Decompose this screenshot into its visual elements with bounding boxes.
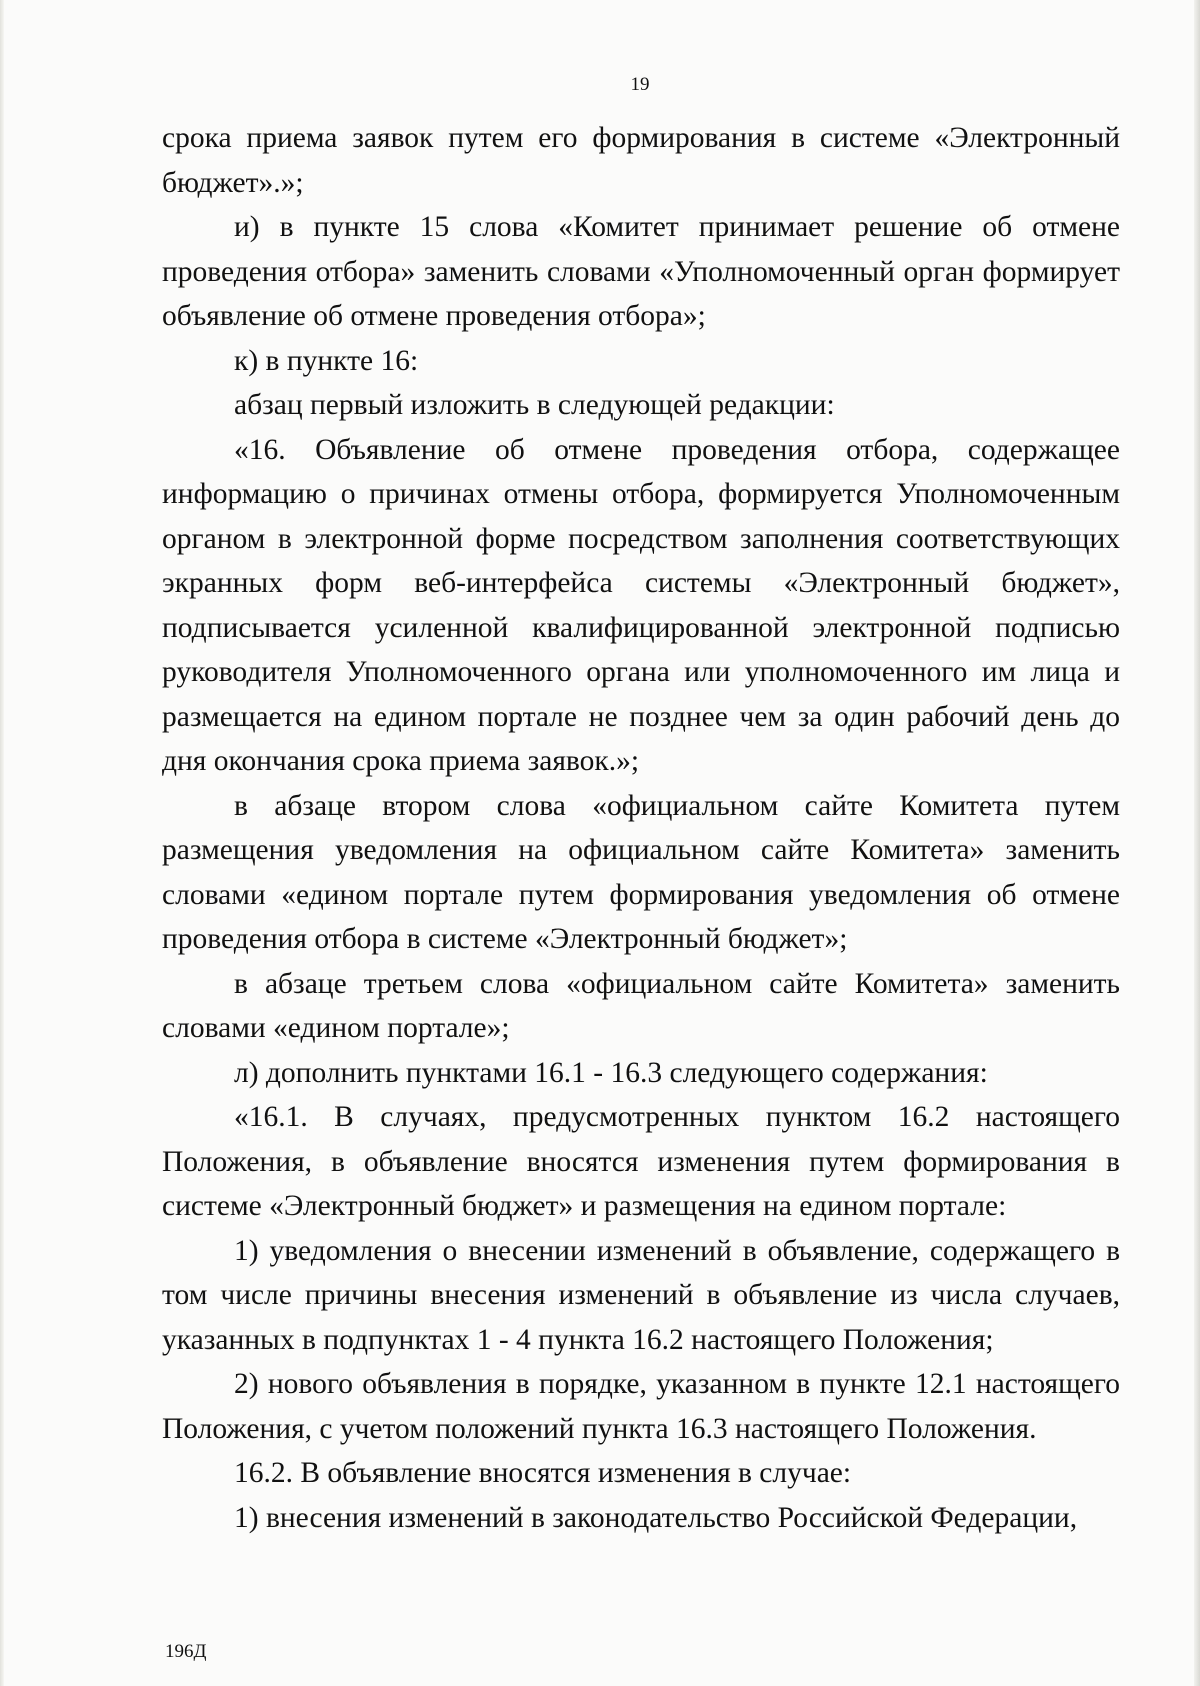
paragraph-clause-16-2: 16.2. В объявление вносятся изменения в случае:	[234, 1457, 852, 1489]
document-code: 196Д	[165, 1641, 207, 1662]
paragraph-clause-16-1: «16.1. В случаях, предусмотренных пунктом 16.2 настоящего Положения, в объявление вносятся изменения путем формирования в системе «Электронный бюджет» и размещения на едином портале:	[162, 1101, 1120, 1222]
page-number: 19	[630, 74, 650, 95]
paragraph-subitem-1: 1) уведомления о внесении изменений в объявление, содержащего в том числе причины внесения изменений в объявление из числа случаев, указанных в подпунктах 1 - 4 пункта 16.2 настоящего Положения;	[162, 1234, 1120, 1356]
paragraph-clause-16-2-item-1: 1) внесения изменений в законодательство Российской Федерации,	[234, 1501, 1078, 1534]
paragraph-item-l: л) дополнить пунктами 16.1 - 16.3 следующего содержания:	[234, 1056, 988, 1089]
scan-edge-right	[1194, 0, 1200, 1686]
document-body	[162, 116, 1120, 1540]
paragraph-third-abzac: в абзаце третьем слова «официальном сайте Комитета» заменить словами «едином портале»;	[162, 967, 1120, 1044]
paragraph-subitem-2: 2) нового объявления в порядке, указанном в пункте 12.1 настоящего Положения, с учетом положений пункта 16.3 настоящего Положения.	[162, 1368, 1120, 1445]
paragraph-second-abzac: в абзаце втором слова «официальном сайте Комитета путем размещения уведомления на официальном сайте Комитета» заменить словами «едином портале путем формирования уведомления об отмене проведения отбора в системе «Электронный бюджет»;	[162, 789, 1120, 955]
paragraph-continuation: срока приема заявок путем его формирования в системе «Электронный бюджет».»;	[162, 122, 1120, 199]
paragraph-clause-16: «16. Объявление об отмене проведения отбора, содержащее информацию о причинах отмены отбора, формируется Уполномоченным органом в электронной форме посредством заполнения соответствующих экранных форм веб-интерфейса системы «Электронный бюджет», подписывается усиленной квалифицированной электронной подписью руководителя Уполномоченного органа или уполномоченного им лица и размещается на едином портале не позднее чем за один рабочий день до дня окончания срока приема заявок.»;	[162, 433, 1120, 777]
scan-edge-left	[0, 0, 4, 1686]
paragraph-item-i: и) в пункте 15 слова «Комитет принимает решение об отмене проведения отбора» заменить словами «Уполномоченный орган формирует объявление об отмене проведения отбора»;	[162, 211, 1120, 332]
paragraph-item-k: к) в пункте 16:	[234, 344, 419, 377]
paragraph-instruction: абзац первый изложить в следующей редакции:	[234, 389, 835, 421]
